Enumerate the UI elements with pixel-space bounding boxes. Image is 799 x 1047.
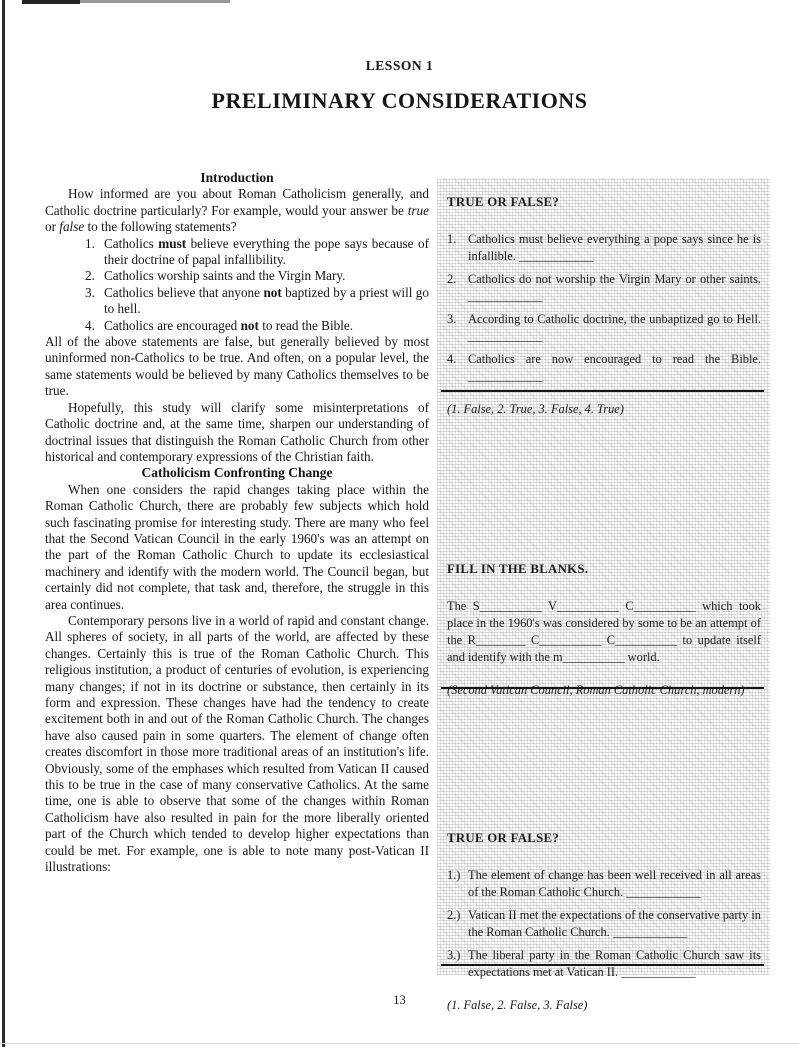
quiz-question-number: 1.	[447, 232, 457, 246]
list-item	[85, 318, 429, 334]
list-item-number: 4.	[85, 317, 95, 333]
list-item	[85, 236, 429, 269]
quiz-question	[447, 351, 761, 385]
list-item-number: 1.	[85, 235, 95, 251]
quiz-answer-key: (1. False, 2. True, 3. False, 4. True)	[447, 402, 624, 416]
list-item-text: baptized by a priest will go to hell.	[104, 284, 429, 317]
section-divider-rule	[441, 687, 764, 689]
quiz-question-text: According to Catholic doctrine, the unbaptized go to Hell. ____________	[468, 312, 761, 343]
section-heading: Catholicism Confronting Change	[141, 465, 333, 481]
quiz-question-list	[447, 231, 761, 385]
quiz-question-number: 2.	[447, 272, 457, 286]
list-item	[85, 285, 429, 318]
page-title: PRELIMINARY CONSIDERATIONS	[211, 88, 588, 113]
main-text-column	[45, 170, 429, 875]
quiz-heading: TRUE OR FALSE?	[447, 195, 560, 209]
quiz-question-text: The element of change has been well received in all areas of the Roman Catholic Church. ____________	[468, 868, 761, 899]
quiz-question-text: Catholics are now encouraged to read the Bible. ____________	[468, 352, 761, 383]
quiz-question-number: 1.)	[447, 868, 461, 882]
list-item-text: Catholics believe that anyone	[104, 284, 264, 300]
scan-artifact-top-smudge	[22, 0, 80, 4]
quiz-heading: TRUE OR FALSE?	[447, 831, 560, 845]
list-item-text: Catholics are encouraged	[104, 317, 241, 333]
quiz-question	[447, 271, 761, 305]
intro-paragraph-text: to the following statements?	[84, 219, 237, 235]
scan-artifact-bottom-edge	[0, 1043, 799, 1044]
quiz-question-number: 3.)	[447, 948, 461, 962]
quiz-question-number: 4.	[447, 352, 457, 366]
intro-paragraph	[45, 186, 429, 235]
paragraph: Contemporary persons live in a world of rapid and constant change. All spheres of society, in all parts of the world, are affected by these changes. Certainly this is true of the Roman Catholic Church. This religious institution, a product of centuries of evolution, is experiencing many changes; if not in its doctrine or substance, then certainly in its form and expression. These changes have had the tendency to create excitement both in and out of the Roman Catholic Church. The changes have also caused pain in some quarters. The element of change often creates discomfort in those more traditional areas of an institution's life. Obviously, some of the emphases which resulted from Vatican II caused this to be true in the case of many conservative Catholics. At the same time, one is able to observe that some of the changes within Roman Catholicism have also resulted in pain for the more liberally oriented part of the Church which tended to develop higher expectations than could be met. For example, one is able to note many post-Vatican II illustrations:	[45, 612, 429, 875]
quiz-question-text: Catholics do not worship the Virgin Mary or other saints. ____________	[468, 272, 761, 303]
quiz-heading: FILL IN THE BLANKS.	[447, 562, 589, 576]
italic-word-true: true	[407, 202, 429, 218]
quiz-answer-key: (Second Vatican Council, Roman Catholic Church, modern)	[447, 683, 745, 697]
quiz-answer-key: (1. False, 2. False, 3. False)	[447, 998, 588, 1012]
quiz-question	[447, 867, 761, 901]
quiz-column	[437, 178, 770, 1012]
list-item-text: to read the Bible.	[258, 317, 354, 333]
quiz-question-text: The liberal party in the Roman Catholic Church saw its expectations met at Vatican II. ____________	[468, 948, 761, 979]
list-item-number: 2.	[85, 268, 95, 284]
bold-word: must	[158, 235, 187, 251]
list-item	[85, 268, 429, 284]
paragraph: When one considers the rapid changes taking place within the Roman Catholic Church, there are probably few subjects which hold such fascinating promise for interesting study. There are many who feel that the Second Vatican Council in the early 1960's was an attempt on the part of the Roman Catholic Church to update its ecclesiastical machinery and identify with the modern world. The Council began, but certainly did not complete, that task and, therefore, the struggle in this area continues.	[45, 481, 429, 612]
statement-list	[85, 236, 429, 334]
paragraph: Hopefully, this study will clarify some misinterpretations of Catholic doctrine and, at the same time, sharpen our understanding of doctrinal issues that distinguish the Roman Catholic Church from other historical and contemporary expressions of the Christian faith.	[45, 399, 429, 464]
paragraph: All of the above statements are false, but generally believed by most uninformed non-Catholics to be true. And often, on a popular level, the same statements would be believed by many Catholics themselves to be true.	[45, 334, 429, 399]
italic-word-false: false	[59, 219, 85, 235]
list-item-number: 3.	[85, 284, 95, 300]
scan-artifact-top-smudge-light	[80, 0, 230, 3]
list-item-text: Catholics	[104, 235, 159, 251]
bold-word: not	[263, 284, 282, 300]
quiz-question-number: 2.)	[447, 908, 461, 922]
lesson-label: LESSON 1	[365, 58, 434, 73]
scan-artifact-left-edge	[2, 0, 5, 1047]
list-item-text: believe everything the pope says because of their doctrine of papal infallibility.	[104, 235, 429, 268]
quiz-question-text: Vatican II met the expectations of the conservative party in the Roman Catholic Church. ____________	[468, 908, 761, 939]
intro-heading: Introduction	[200, 170, 274, 185]
bold-word: not	[240, 317, 259, 333]
intro-paragraph-text: or	[45, 219, 60, 235]
quiz-question	[447, 907, 761, 941]
page-number: 13	[393, 993, 406, 1007]
page-header	[0, 58, 799, 114]
section-divider-rule	[441, 390, 764, 392]
quiz-question-number: 3.	[447, 312, 457, 326]
quiz-question-text: Catholics must believe everything a pope says since he is infallible. ____________	[468, 232, 761, 263]
quiz-question	[447, 311, 761, 345]
section-divider-rule	[441, 964, 764, 966]
list-item-text: Catholics worship saints and the Virgin Mary.	[104, 268, 346, 284]
quiz-fill-in-text: The S__________ V__________ C__________ which took place in the 1960's was considered by some to be an attempt of the R________ C__________ C__________ to update itself and identify with the m__________ world.	[447, 599, 761, 664]
quiz-question	[447, 231, 761, 265]
quiz-box-true-or-false-1	[447, 194, 761, 430]
intro-paragraph-text: How informed are you about Roman Catholicism generally, and Catholic doctrine particularly? For example, would your answer be	[45, 186, 429, 218]
